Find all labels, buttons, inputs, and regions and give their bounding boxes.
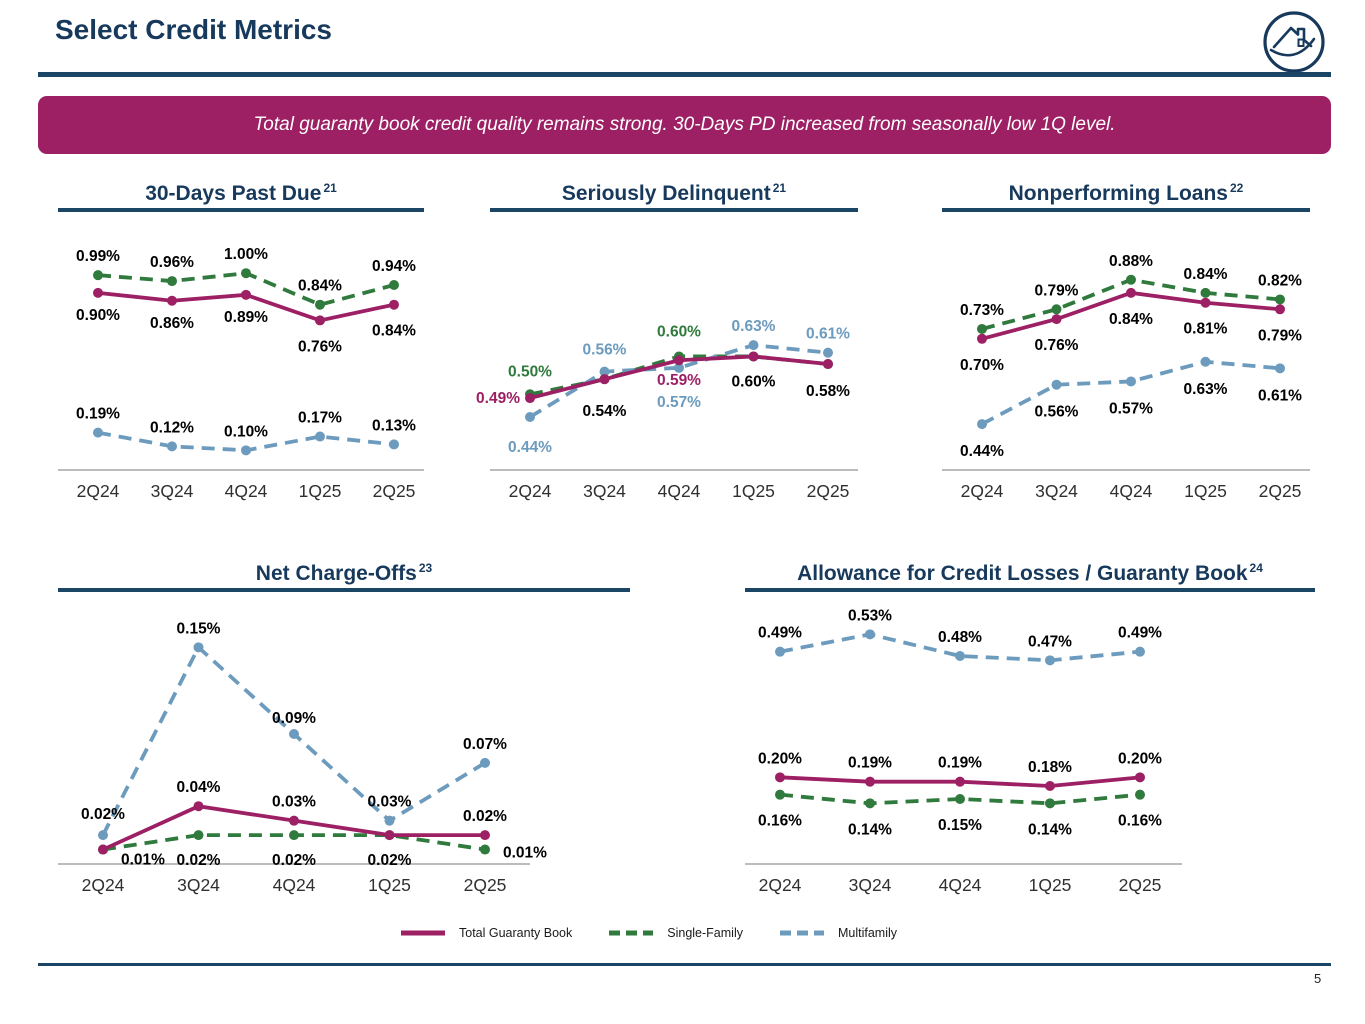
- data-point-mf: [389, 439, 399, 449]
- data-label: 0.14%: [848, 821, 892, 839]
- footnote-ref: 22: [1229, 181, 1244, 195]
- data-point-mf: [480, 758, 490, 768]
- x-tick-label: 2Q24: [76, 481, 120, 501]
- chart-title: 30-Days Past Due $^{21}$: [145, 181, 337, 205]
- footnote-ref: 24: [1249, 561, 1263, 575]
- legend-swatch-dashed-line: [608, 929, 654, 937]
- chart-plot-30-days-past-due: [58, 212, 424, 500]
- data-point-sf: [289, 830, 299, 840]
- x-tick-label: 2Q24: [758, 875, 802, 895]
- data-label: 0.19%: [848, 754, 892, 772]
- data-label: 0.16%: [758, 812, 802, 830]
- data-point-mf: [1201, 357, 1211, 367]
- data-point-mf: [385, 816, 395, 826]
- data-label: 0.19%: [938, 754, 982, 772]
- data-point-mf: [98, 830, 108, 840]
- data-label: 0.13%: [372, 417, 416, 435]
- x-tick-label: 2Q25: [372, 481, 416, 501]
- x-tick-label: 4Q24: [272, 875, 316, 895]
- data-label: 0.14%: [1028, 821, 1072, 839]
- data-point-sf: [1275, 294, 1285, 304]
- legend-swatch-solid-line: [400, 929, 446, 937]
- data-label: 0.84%: [298, 277, 342, 295]
- data-point-tgb: [167, 296, 177, 306]
- data-point-mf: [775, 647, 785, 657]
- header-divider: [38, 72, 1331, 77]
- data-label: 0.82%: [1258, 272, 1302, 290]
- chart-plot-nonperforming-loans: [942, 212, 1310, 500]
- x-tick-label: 4Q24: [224, 481, 268, 501]
- data-point-mf: [1275, 363, 1285, 373]
- series-line-tgb: [103, 806, 485, 849]
- data-point-mf: [1052, 380, 1062, 390]
- data-point-sf: [1126, 275, 1136, 285]
- data-label: 0.47%: [1028, 633, 1072, 651]
- chart-title: Net Charge-Offs $^{23}$: [255, 561, 433, 585]
- data-point-sf: [775, 790, 785, 800]
- data-point-tgb: [600, 374, 610, 384]
- x-tick-label: 2Q25: [1118, 875, 1162, 895]
- page-title: Select Credit Metrics: [55, 14, 332, 45]
- data-point-mf: [167, 441, 177, 451]
- data-label: 0.60%: [731, 373, 776, 391]
- legend-label: Single-Family: [667, 926, 743, 940]
- data-point-tgb: [1135, 772, 1145, 782]
- x-tick-label: 4Q24: [938, 875, 982, 895]
- data-point-mf: [865, 629, 875, 639]
- x-tick-label: 1Q25: [298, 481, 342, 501]
- data-label: 0.49%: [476, 390, 520, 408]
- data-point-tgb: [749, 351, 759, 361]
- data-label: 0.01%: [121, 851, 165, 869]
- chart-plot-net-charge-offs: [58, 592, 630, 898]
- data-label: 0.57%: [1109, 400, 1153, 418]
- data-label: 0.03%: [272, 793, 316, 811]
- data-point-mf: [1126, 376, 1136, 386]
- data-point-mf: [955, 651, 965, 661]
- data-point-sf: [1201, 288, 1211, 298]
- data-label: 0.86%: [150, 314, 194, 332]
- x-tick-label: 1Q25: [1184, 481, 1227, 501]
- data-point-sf: [480, 845, 490, 855]
- chart-legend: [400, 918, 897, 948]
- legend-item-total-guaranty-book: [400, 926, 572, 940]
- data-point-tgb: [385, 830, 395, 840]
- x-tick-label: 3Q24: [848, 875, 892, 895]
- footnote-ref: 23: [418, 561, 433, 575]
- data-point-tgb: [674, 355, 684, 365]
- data-point-tgb: [775, 772, 785, 782]
- chart-title: Nonperforming Loans $^{22}$: [1008, 181, 1244, 205]
- data-label: 0.84%: [1109, 310, 1153, 328]
- x-tick-label: 1Q25: [1028, 875, 1072, 895]
- chart-plot-seriously-delinquent: [476, 212, 858, 501]
- data-point-tgb: [865, 777, 875, 787]
- data-point-mf: [823, 348, 833, 358]
- data-point-tgb: [194, 801, 204, 811]
- data-label: 0.84%: [1183, 265, 1228, 283]
- data-label: 0.18%: [1028, 759, 1072, 776]
- data-point-sf: [315, 300, 325, 310]
- data-label: 0.54%: [582, 403, 627, 421]
- x-tick-label: 4Q24: [657, 481, 701, 501]
- fannie-mae-logo: [1261, 9, 1327, 75]
- data-label: 0.09%: [272, 710, 316, 727]
- data-point-mf: [315, 432, 325, 442]
- data-label: 0.10%: [224, 423, 268, 441]
- x-tick-label: 2Q24: [81, 875, 125, 895]
- footnote-ref: 21: [772, 181, 787, 195]
- data-point-tgb: [480, 830, 490, 840]
- data-label: 0.73%: [960, 301, 1004, 319]
- x-tick-label: 1Q25: [368, 875, 411, 895]
- data-point-tgb: [241, 290, 251, 300]
- chart-plot-allowance-credit-losses: [745, 592, 1315, 898]
- data-label: 0.02%: [367, 852, 412, 870]
- data-point-sf: [1045, 798, 1055, 808]
- data-label: 0.20%: [758, 750, 802, 768]
- data-label: 0.70%: [960, 356, 1004, 374]
- data-label: 0.19%: [76, 405, 120, 423]
- x-tick-label: 3Q24: [177, 875, 220, 895]
- data-label: 0.76%: [1034, 337, 1079, 355]
- data-label: 0.48%: [938, 629, 982, 646]
- data-point-sf: [955, 794, 965, 804]
- x-tick-label: 2Q24: [508, 481, 552, 501]
- chart-30-days-past-due: [58, 170, 424, 500]
- data-point-sf: [241, 268, 251, 278]
- data-label: 0.53%: [848, 607, 892, 625]
- data-label: 0.99%: [76, 248, 120, 266]
- data-label: 0.59%: [657, 372, 701, 390]
- data-label: 0.60%: [657, 323, 701, 341]
- data-label: 0.79%: [1034, 282, 1079, 300]
- footnote-ref: 21: [323, 181, 337, 195]
- data-point-sf: [389, 280, 399, 290]
- data-point-mf: [241, 445, 251, 455]
- data-label: 0.44%: [508, 439, 552, 457]
- data-label: 0.15%: [938, 817, 982, 834]
- data-point-tgb: [1201, 298, 1211, 308]
- x-tick-label: 2Q25: [1258, 481, 1302, 501]
- data-label: 0.56%: [582, 341, 627, 359]
- data-point-sf: [977, 324, 987, 334]
- data-point-tgb: [1045, 781, 1055, 791]
- chart-title: Seriously Delinquent $^{21}$: [561, 181, 787, 205]
- x-tick-label: 2Q25: [806, 481, 850, 501]
- data-label: 0.20%: [1118, 750, 1162, 768]
- data-label: 0.02%: [272, 852, 316, 870]
- data-label: 0.63%: [731, 318, 776, 336]
- data-label: 1.00%: [224, 246, 268, 264]
- data-point-tgb: [955, 777, 965, 787]
- x-tick-label: 3Q24: [583, 481, 626, 501]
- x-tick-label: 3Q24: [1035, 481, 1078, 501]
- data-label: 0.61%: [1258, 387, 1302, 405]
- data-label: 0.03%: [367, 793, 412, 811]
- x-tick-label: 2Q24: [960, 481, 1004, 501]
- banner-text: Total guaranty book credit quality remains strong. 30-Days PD increased from seasonally low 1Q level.: [253, 114, 1116, 135]
- x-tick-label: 3Q24: [150, 481, 194, 501]
- legend-item-single-family: [608, 926, 743, 940]
- data-label: 0.94%: [372, 258, 416, 276]
- data-point-sf: [1052, 304, 1062, 314]
- data-point-sf: [194, 830, 204, 840]
- legend-label: Multifamily: [837, 926, 898, 940]
- data-label: 0.84%: [372, 322, 416, 340]
- data-label: 0.76%: [298, 338, 342, 356]
- data-point-tgb: [977, 334, 987, 344]
- data-point-mf: [749, 340, 759, 350]
- data-label: 0.49%: [758, 624, 802, 642]
- data-point-tgb: [525, 393, 535, 403]
- data-point-tgb: [389, 300, 399, 310]
- data-label: 0.57%: [657, 393, 701, 411]
- data-label: 0.02%: [81, 806, 125, 824]
- data-point-sf: [167, 276, 177, 286]
- data-point-mf: [977, 419, 987, 429]
- data-point-mf: [1135, 647, 1145, 657]
- data-label: 0.02%: [176, 852, 221, 870]
- data-point-tgb: [289, 816, 299, 826]
- data-label: 0.17%: [298, 409, 342, 427]
- data-label: 0.01%: [503, 844, 547, 862]
- chart-title: Allowance for Credit Losses / Guaranty Book $^{24}$: [797, 561, 1263, 585]
- data-label: 0.04%: [176, 779, 221, 797]
- x-tick-label: 1Q25: [732, 481, 775, 501]
- data-label: 0.63%: [1183, 380, 1228, 398]
- chart-net-charge-offs: [58, 550, 630, 898]
- data-label: 0.79%: [1258, 327, 1302, 345]
- data-point-tgb: [315, 315, 325, 325]
- data-point-mf: [93, 428, 103, 438]
- data-point-sf: [865, 798, 875, 808]
- data-point-mf: [1045, 655, 1055, 665]
- data-label: 0.88%: [1109, 252, 1153, 270]
- data-label: 0.56%: [1034, 403, 1079, 421]
- data-label: 0.44%: [960, 443, 1004, 461]
- data-label: 0.81%: [1183, 320, 1228, 338]
- chart-nonperforming-loans: [942, 170, 1310, 500]
- chart-allowance-credit-losses: [745, 550, 1315, 898]
- data-point-sf: [1135, 790, 1145, 800]
- banner: [38, 96, 1331, 154]
- legend-label: Total Guaranty Book: [459, 926, 573, 940]
- footer-divider: [38, 963, 1331, 966]
- data-label: 0.58%: [806, 383, 850, 401]
- data-point-mf: [525, 412, 535, 422]
- data-label: 0.90%: [76, 306, 120, 324]
- data-point-tgb: [98, 845, 108, 855]
- data-label: 0.96%: [150, 254, 194, 272]
- data-label: 0.61%: [806, 325, 850, 343]
- legend-item-multifamily: [779, 926, 897, 940]
- data-label: 0.49%: [1118, 624, 1162, 642]
- data-label: 0.07%: [463, 735, 507, 753]
- chart-seriously-delinquent: [476, 170, 858, 501]
- data-label: 0.12%: [150, 419, 194, 437]
- data-point-tgb: [93, 288, 103, 298]
- data-label: 0.02%: [463, 808, 507, 826]
- data-point-mf: [194, 642, 204, 652]
- x-tick-label: 2Q25: [463, 875, 507, 895]
- data-label: 0.50%: [508, 363, 552, 381]
- page-number: 5: [1314, 971, 1322, 986]
- data-point-mf: [289, 729, 299, 739]
- data-label: 0.16%: [1118, 812, 1162, 830]
- data-point-tgb: [1275, 304, 1285, 314]
- data-label: 0.15%: [176, 620, 221, 638]
- data-point-tgb: [823, 359, 833, 369]
- legend-swatch-dashed-line: [779, 929, 825, 937]
- x-tick-label: 4Q24: [1109, 481, 1153, 501]
- data-point-tgb: [1052, 314, 1062, 324]
- data-label: 0.89%: [224, 308, 268, 326]
- data-point-tgb: [1126, 288, 1136, 298]
- data-point-sf: [93, 270, 103, 280]
